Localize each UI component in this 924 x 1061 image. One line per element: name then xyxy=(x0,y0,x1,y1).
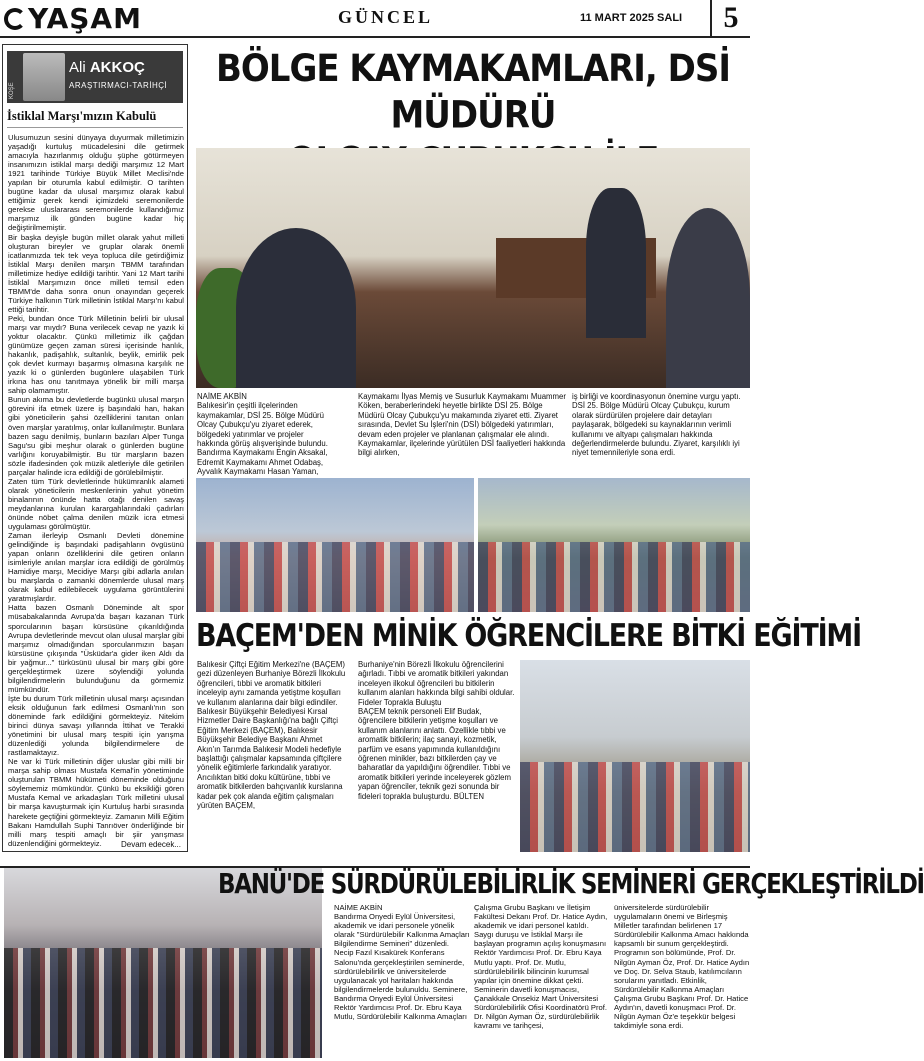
column-title: İstiklal Marşı'mızın Kabulü xyxy=(7,109,183,128)
story2-headline: BAÇEM'DEN MİNİK ÖĞRENCİLERE BİTKİ EĞİTİMİ xyxy=(196,618,861,654)
logo-swoosh-icon xyxy=(4,8,26,30)
story2-photo-right xyxy=(478,478,750,612)
newspaper-logo xyxy=(4,2,142,35)
page-number: 5 xyxy=(710,0,750,36)
author-name: Ali AKKOÇ xyxy=(69,59,145,76)
issue-date: 11 MART 2025 SALI xyxy=(580,12,683,24)
page-header xyxy=(0,0,750,38)
author-role: ARAŞTIRMACI-TARİHÇİ xyxy=(69,81,168,90)
column-continued: Devam edecek... xyxy=(120,840,181,849)
story2-text-col1: Balıkesir Çiftçi Eğitim Merkezi'ne (BAÇEM) gezi düzenleyen Burhaniye Börezli İlkokulu öğrencileri, tıbbi ve aromatik bitkileri inceleyip aynı zamanda yetiştme koşulları ve kullanım alanlarına dair bilgi edindiler. Balıkesir Büyükşehir Belediyesi Kırsal Hizmetler Daire Başkanlığı'na bağlı Çiftçi Eğitim Merkezi (BAÇEM), Balıkesir Büyükşehir Belediye Başkanı Ahmet Akın'ın Tarımda Balıkesir Modeli hedefiyle başlattığı çalışmalar kapsamında çiftçilere yönelik eğitimlerle farkındalık yaratıyor. Arıcılıktan bitki doku kültürüne, tıbbi ve aromatik bitkilerden bahçıvanlık kurslarına kadar pek çok alanda eğitim çalışmaları yürüten BAÇEM, xyxy=(197,660,346,811)
story1-text-col2: Kaymakamı İlyas Memiş ve Susurluk Kaymakamı Muammer Köken, beraberlerindeki heyetle birlikte DSİ 25. Bölge Müdürü Olcay Çubukçu'yu makamında ziyaret etti. Ziyaret sırasında, Devlet Su İşleri'nin (DSİ) bölgedeki yatırımları, devam eden projeler ve planlanan çalışmalar ele alındı. Kaymakamlar, ilçelerinde yürütülen DSİ faaliyetleri hakkında bilgi alırken, xyxy=(358,392,566,458)
story1-headline-line1: BÖLGE KAYMAKAMLARI, DSİ MÜDÜRÜ xyxy=(215,47,731,138)
author-photo xyxy=(23,53,65,101)
story1-text-col1: NAİME AKBİN Balıkesir'in çeşitli ilçelerinden kaymakamlar, DSİ 25. Bölge Müdürü Olcay Çubukçu'yu ziyaret ederek, bölgedeki yatırımlar ve projeler hakkında görüş alışverişinde bulundu. Bandırma Kaymakamı Engin Aksakal, Edremit Kaymakamı Ahmet Odabaş, Ayvalık Kaymakamı Hasan Yaman, xyxy=(197,392,328,477)
story3-text-col2: Çalışma Grubu Başkanı ve İletişim Fakültesi Dekanı Prof. Dr. Hatice Aydın, akademik ve idari personel katıldı. Saygı duruşu ve İstiklal Marşı ile başlayan programın açılış konuşmasını Rektör Yardımcısı Prof. Dr. Ebru Kaya Mutlu yaptı. Prof. Dr. Mutlu, sürdürülebilirlik bilincinin kurumsal yapılar için önemine dikkat çekti. Seminerin davetli konuşmacısı, Çanakkale Onsekiz Mart Üniversitesi Sürdürülebilirlik Ofisi Koordinatörü Prof. Dr. Nilgün Ayman Öz, sürdürülebilirlik kavramı ve tarihçesi, xyxy=(474,903,608,1031)
column-side-label: KÖŞE xyxy=(9,82,15,99)
story2-photo-greenhouse xyxy=(520,660,750,852)
story3-text-col3: üniversitelerde sürdürülebilir uygulamaların önemi ve Birleşmiş Milletler tarafından belirlenen 17 Sürdürülebilir Kalkınma Amacı hakkında kapsamlı bir sunum gerçekleştirdi. Programın son bölümünde, Prof. Dr. Nilgün Ayman Öz, Prof. Dr. Hatice Aydın ve Doç. Dr. Selva Staub, katılımcıların sorularını yanıtladı. Etkinlik, Sürdürülebilir Kalkınma Amaçları Çalışma Grubu Başkanı Prof. Dr. Hatice Aydın'ın, davetli konuşmacı Prof. Dr. Nilgün Ayman Öz'e teşekkür belgesi takdimiyle sona erdi. xyxy=(614,903,750,1031)
story2-photo-left xyxy=(196,478,474,612)
story3-text-col1: NAİME AKBİN Bandırma Onyedi Eylül Üniversitesi, akademik ve idari personele yönelik olarak "Sürdürülebilir Kalkınma Amaçları Bilgilendirme Semineri" düzenledi. Necip Fazıl Kısakürek Konferans Salonu'nda gerçekleştirilen seminerde, sürdürülebilirlik ve üniversitelerde uygulanacak yol haritaları hakkında bilgilendirmelerde bulunuldu. Seminere, Bandırma Onyedi Eylül Üniversitesi Rektör Yardımcısı Prof. Dr. Ebru Kaya Mutlu, Sürdürülebilir Kalkınma Amaçları xyxy=(334,903,470,1022)
author-box xyxy=(7,51,183,103)
story1-photo xyxy=(196,148,750,388)
story3-headline: BANÜ'DE SÜRDÜRÜLEBİLİRLİK SEMİNERİ GERÇEKLEŞTİRİLDİ xyxy=(218,869,924,901)
opinion-column xyxy=(2,44,188,852)
story2-text-col2: Burhaniye'nin Börezli İlkokulu öğrencilerini ağırladı. Tıbbi ve aromatik bitkileri yakından inceleyen ilkokul öğrencileri bu bitkilerin kullanım alanları hakkında bilgi sahibi oldular. Fideler Toprakla Buluştu BAÇEM teknik personeli Elif Budak, öğrencilere bitkilerin yetişme koşulları ve kullanım alanlarını anlattı. Özellikle tıbbi ve aromatik bitkilerin; ilaç sanayi, kozmetik, parfüm ve esans yapımında kullanıldığını öğrenen minikler, bazı bitkilerden çay ve baharatlar da yapıldığını öğrendiler. Tıbbi ve aromatik bitkileri yerinde inceleyerek gözlem yapan öğrenciler, teknik gezi sonunda bir fideleri toprakla buluşturdu. BÜLTEN xyxy=(358,660,515,801)
column-body: Ulusumuzun sesini dünyaya duyurmak milletimizin yaşadığı kurtuluş mücadelesini dile getirmek amacıyla hazırlanmış olduğu şüphe götürmeyen insanımızın istiklal marşı dediği marşımız 12 Mart 1921 tarihinde Türkiye Büyük Millet Meclisi'nde yapılan bir oturumla kabul edilmiştir. O tarihten bugüne kadar da ulusal marşımız olarak kabul ettiğimiz gerek kendi içimizdeki seremonilerde gerekse uluslararası seremonilerde kullandığımız marşımız ilk günden bugüne kadar hiç değiştirilmemiştir. Bir başka deyişle bugün millet olarak yahut milleti oluşturan bireyler ve gruplar olarak önemli icatlanmızda tek tek veya topluca dile getirdiğimiz İstiklal Marşı denilen marşın TBMM tarafından milletimize hediye edildiği tarihtir. Yani 12 Mart tarihi İstiklal Marşımızın önce milleti temsil eden TBMM'de daha sonra onun onayından geçerek Türkiye halkının Türk milletinin İstiklal Marşı'nı kabul ettiği tarihtir. Peki, bundan önce Türk Milletinin belirli bir ulusal marşı var mıydı? Buna verilecek cevap ne yazık ki yoktur olacaktır. Çünkü milletimiz ilk çağdan günümüze geçen zaman süresi içerisinde hanlık, hakanlık, padişahlık, sultanlık, beylik, emirlik pek çok devlet kurmayı başarmış olmasına karşılık ne yazık ki o günlerden bugünlere ulaşabilen Türk irkına has onu tanıtmaya yönelik bir milli marşa sahip olamamıştır. Bunun akıma bu devletlerde bugünkü ulusal marşın görevini ifa etmek üzere iş başındaki han, hakan gibi yöneticilerin şahsi özelliklerini tanıtan onları öven marşlar yaratılmış, onlar kullanılmıştır. Bunlara bazen sagu denilmiş, bunların bazıları Alper Tunga Sagu'su gibi meşhur olarak o günlerden bugüne varlığını koruyabilmiştir. Bu tür marşların bazen sözle ifadesinden çok müzik aletleriyle dile getirilen parçalar halinde icra edildiği de görülebilmiştir. Zaten tüm Türk devletlerinde hükümranlık alameti olarak yöneticilerin meskenlerinin yahut yönetim binalarının önünde hatta otağı denilen savaş meydanlarına kurulan karargahlarındaki çadırları önünde nöbet çalma denilen müzik icra etmesi uygulaması görülmüştür. Zaman ilerleyip Osmanlı Devleti dönemine gelindiğinde iş başındaki padişahların övgüsünü yapan onların özelliklerini dile getiren onların isimleriyle anılan marşlar icra edildiği de görülmüş Hamidiye marşı, Mecidiye Marşı gibi adlarla anılan bu marşlarda o zamanki dönemlerde ulusal marş olarak kabul edilebilecek uygulama görüntülerini yaratmışlardır. Hatta bazen Osmanlı Döneminde alt spor müsabakalarında Avrupa'da başarı kazanan Türk sporcularının başarı kürsüsüne çıkarıldığında Avrupa devletlerinde mevcut olan ulusal marşlar gibi marşımız olmadığından sporcularımızın başarı kürsüsüne çıkışında "Üsküdar'a gider iken Aldı da bir yağmur..." türküsünü ulusal bir marş gibi göre gerçekleştirmek üzere söylendiği yolunda bilgilendirmelerin bulunduğunu da görmemiz mümkündür. İşte bu durum Türk milletinin ulusal marşı açısından eksik olduğunun fark edilmesi Osmanlı'nın son döneminde fark edildiğini görmekteyiz. Nitekim birinci dünya savaşı yıllarında İttihat ve Terakki yönetimini bir ulusal marş tespiti için yarışma düzenlediği yolunda bilgilendirmelere de rastlamaktayız. Ne var ki Türk milletinin diğer uluslar gibi milli bir marşa sahip olması Mustafa Kemal'in yönetiminde oluşturulan TBMM hükümeti döneminde olduğunu söylememiz mümkündür. Çünkü bu eksikliği gören Mustafa Kemal ve arkadaşları Türk milletini ulusal bir marşa kavuşturmak için Kurtuluş harbi sırasında harekete geçtiğini görmekteyiz. Zamanın Milli Eğitim Bakanı Hamdullah Suphi Tanrıöver önderliğinde bir milli marş tespiti amaçlı bir şiir yarışması düzenlendiğini görmekteyiz. xyxy=(8,133,184,848)
logo-text: YAŞAM xyxy=(28,2,142,35)
story1-text-col3: iş birliği ve koordinasyonun önemine vurgu yaptı. DSİ 25. Bölge Müdürü Olcay Çubukçu, kurum olarak sürdürülen projelere dair detayları paylaşarak, bölgedeki su kaynaklarının verimli kullanımı ve altyapı çalışmaları hakkında değerlendirmelerde bulundu. Ziyaret, karşılıklı iyi niyet temennileriyle sona erdi. xyxy=(572,392,741,458)
section-title: GÜNCEL xyxy=(338,7,434,27)
